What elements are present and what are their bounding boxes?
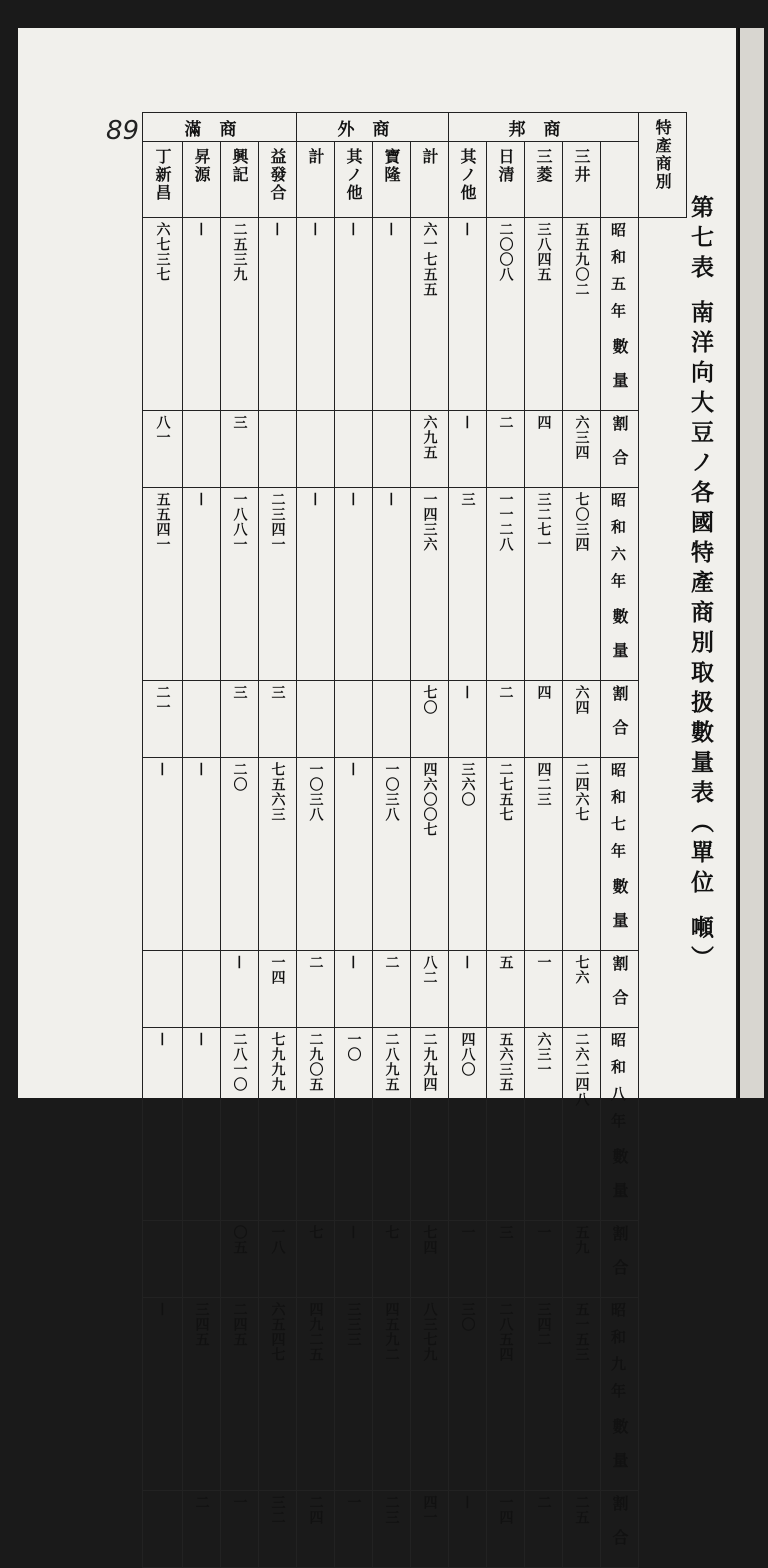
data-cell <box>297 758 335 951</box>
cell-value: 〇五 <box>231 1225 248 1255</box>
cell-value: 五 <box>497 955 514 970</box>
data-cell <box>297 411 335 488</box>
data-cell <box>525 1221 563 1298</box>
data-cell <box>373 758 411 951</box>
cell-value: 一 <box>535 1225 552 1240</box>
data-cell <box>183 1491 221 1568</box>
data-cell <box>143 951 183 1028</box>
cell-value: — <box>383 492 400 507</box>
data-cell <box>259 758 297 951</box>
company-name: 昇源 <box>192 148 211 184</box>
cell-value: — <box>459 955 476 970</box>
data-cell <box>335 681 373 758</box>
data-cell <box>183 1028 221 1221</box>
cell-value: 二三四一 <box>269 492 286 552</box>
cell-value: 二四六七 <box>573 762 590 822</box>
data-cell <box>487 488 525 681</box>
data-cell <box>297 1028 335 1221</box>
data-cell <box>335 1221 373 1298</box>
cell-value: — <box>383 222 400 237</box>
data-cell <box>449 1221 487 1298</box>
data-cell <box>221 1491 259 1568</box>
data-cell <box>259 218 297 411</box>
cell-value: — <box>345 1225 362 1240</box>
cell-value: 四一 <box>421 1495 438 1525</box>
data-cell <box>373 681 411 758</box>
row-label-cell <box>601 681 639 758</box>
data-cell <box>259 411 297 488</box>
data-cell <box>525 1491 563 1568</box>
metric-label: 割合 <box>610 415 630 483</box>
cell-value: 二五三九 <box>231 222 248 282</box>
data-cell <box>335 758 373 951</box>
data-cell <box>183 951 221 1028</box>
data-cell <box>411 1221 449 1298</box>
data-cell <box>221 758 259 951</box>
cell-value: — <box>193 762 210 777</box>
cell-value: — <box>193 492 210 507</box>
data-cell <box>259 951 297 1028</box>
cell-value: 四六〇〇七 <box>421 762 438 837</box>
data-cell <box>373 488 411 681</box>
company-name: 計 <box>306 148 325 166</box>
group-header: 滿商 <box>143 113 297 142</box>
metric-label: 割合 <box>610 955 630 1023</box>
data-cell <box>143 411 183 488</box>
cell-value: — <box>154 1032 171 1047</box>
data-cell <box>373 411 411 488</box>
data-cell <box>335 411 373 488</box>
cell-value: 二七五七 <box>497 762 514 822</box>
data-cell <box>183 1221 221 1298</box>
data-cell <box>183 1298 221 1491</box>
data-cell <box>183 758 221 951</box>
table-title: 第七表 南洋向大豆ノ各國特產商別取扱數量表（單位 噸） <box>687 195 714 976</box>
cell-value: 三 <box>231 415 248 430</box>
row-label-cell <box>601 1298 639 1491</box>
data-cell <box>259 1298 297 1491</box>
cell-value: 七〇三四 <box>573 492 590 552</box>
data-cell <box>143 681 183 758</box>
cell-value: — <box>193 1032 210 1047</box>
company-header <box>183 142 221 218</box>
cell-value: 六三四 <box>573 415 590 460</box>
year-label: 昭和八年 <box>609 1032 628 1140</box>
cell-value: 一〇三八 <box>307 762 324 822</box>
cell-value: — <box>307 492 324 507</box>
data-cell <box>487 1298 525 1491</box>
cell-value: 二 <box>307 955 324 970</box>
cell-value: 三六〇 <box>459 762 476 807</box>
cell-value: 四九二五 <box>307 1302 324 1362</box>
company-header <box>525 142 563 218</box>
cell-value: 二九九四 <box>421 1032 438 1092</box>
cell-value: 一四 <box>269 955 286 985</box>
metric-label: 數量 <box>610 1418 630 1486</box>
book-spine <box>738 28 764 1098</box>
cell-value: 四二三 <box>535 762 552 807</box>
cell-value: 七九九九 <box>269 1032 286 1092</box>
cell-value: — <box>231 955 248 970</box>
year-label: 昭和六年 <box>609 492 628 600</box>
cell-value: — <box>459 415 476 430</box>
group-header: 邦商 <box>449 113 639 142</box>
data-cell <box>525 951 563 1028</box>
cell-value: 三二七一 <box>535 492 552 552</box>
row-label-cell <box>601 951 639 1028</box>
data-cell <box>259 1221 297 1298</box>
data-cell <box>487 411 525 488</box>
cell-value: — <box>459 1495 476 1510</box>
row-label-cell <box>601 488 639 681</box>
data-cell <box>449 758 487 951</box>
cell-value: 二 <box>383 955 400 970</box>
cell-value: 一一二八 <box>497 492 514 552</box>
data-cell <box>143 1028 183 1221</box>
data-cell <box>449 681 487 758</box>
cell-value: 二 <box>535 1495 552 1510</box>
data-cell <box>143 1298 183 1491</box>
cell-value: — <box>307 222 324 237</box>
metric-label: 割合 <box>610 685 630 753</box>
data-cell <box>143 488 183 681</box>
data-cell <box>487 1221 525 1298</box>
data-cell <box>525 681 563 758</box>
data-cell <box>525 411 563 488</box>
cell-value: 五一五三 <box>573 1302 590 1362</box>
cell-value: 二八九五 <box>383 1032 400 1092</box>
cell-value: — <box>269 222 286 237</box>
company-header <box>143 142 183 218</box>
cell-value: 二 <box>193 1495 210 1510</box>
cell-value: 八三七九 <box>421 1302 438 1362</box>
data-cell <box>221 1298 259 1491</box>
data-cell <box>563 758 601 951</box>
data-cell <box>487 681 525 758</box>
company-header <box>221 142 259 218</box>
data-cell <box>449 1028 487 1221</box>
company-name: 丁新昌 <box>153 148 172 202</box>
data-cell <box>335 951 373 1028</box>
row-label-cell <box>601 758 639 951</box>
data-cell <box>449 1491 487 1568</box>
data-cell <box>449 218 487 411</box>
company-name: 興記 <box>230 148 249 184</box>
group-header: 外商 <box>297 113 449 142</box>
cell-value: — <box>345 762 362 777</box>
company-header <box>335 142 373 218</box>
data-cell <box>563 681 601 758</box>
data-cell <box>525 1028 563 1221</box>
data-cell <box>411 411 449 488</box>
cell-value: 二 <box>497 415 514 430</box>
cell-value: 三二 <box>269 1495 286 1525</box>
data-cell <box>411 681 449 758</box>
data-cell <box>143 1221 183 1298</box>
cell-value: 一〇三八 <box>383 762 400 822</box>
company-header <box>487 142 525 218</box>
data-cell <box>373 1298 411 1491</box>
data-cell <box>525 488 563 681</box>
cell-value: 六四 <box>573 685 590 715</box>
cell-value: 二〇 <box>231 762 248 792</box>
company-name: 其ノ他 <box>344 148 363 202</box>
data-cell <box>487 218 525 411</box>
row-label-cell <box>601 1028 639 1221</box>
data-cell <box>411 488 449 681</box>
cell-value: 四 <box>535 415 552 430</box>
cell-value: 三 <box>497 1225 514 1240</box>
cell-value: 七〇 <box>421 685 438 715</box>
metric-label: 割合 <box>610 1495 630 1563</box>
metric-label: 數量 <box>610 338 630 406</box>
data-cell <box>487 1491 525 1568</box>
cell-value: 二三 <box>383 1495 400 1525</box>
cell-value: 七四 <box>421 1225 438 1255</box>
data-cell <box>259 681 297 758</box>
row-label-cell <box>601 218 639 411</box>
year-label: 昭和九年 <box>609 1302 628 1410</box>
header-label: 特產商別 <box>653 119 673 191</box>
cell-value: 四五九二 <box>383 1302 400 1362</box>
data-cell <box>373 1491 411 1568</box>
cell-value: 一四三六 <box>421 492 438 552</box>
data-cell <box>487 951 525 1028</box>
data-cell <box>563 488 601 681</box>
data-cell <box>297 488 335 681</box>
cell-value: 六五四七 <box>269 1302 286 1362</box>
data-cell <box>221 218 259 411</box>
data-cell <box>259 1028 297 1221</box>
trade-volume-table <box>142 112 687 1568</box>
cell-value: 五九 <box>573 1225 590 1255</box>
data-cell <box>411 1028 449 1221</box>
data-cell <box>335 488 373 681</box>
cell-value: 六九五 <box>421 415 438 460</box>
data-cell <box>297 1298 335 1491</box>
company-name: 三井 <box>572 148 591 184</box>
cell-value: 二一 <box>154 685 171 715</box>
metric-label: 數量 <box>610 878 630 946</box>
cell-value: 二五 <box>573 1495 590 1525</box>
data-cell <box>525 1298 563 1491</box>
cell-value: — <box>459 685 476 700</box>
data-cell <box>335 1028 373 1221</box>
data-cell <box>563 411 601 488</box>
cell-value: 五五九〇二 <box>573 222 590 297</box>
cell-value: 七 <box>383 1225 400 1240</box>
data-cell <box>411 1491 449 1568</box>
cell-value: — <box>154 1302 171 1317</box>
data-cell <box>297 681 335 758</box>
cell-value: 二八一〇 <box>231 1032 248 1092</box>
cell-value: 三 <box>231 685 248 700</box>
company-name: 日清 <box>496 148 515 184</box>
data-cell <box>183 218 221 411</box>
data-cell <box>297 218 335 411</box>
cell-value: 四 <box>535 685 552 700</box>
cell-value: — <box>345 492 362 507</box>
data-cell <box>143 758 183 951</box>
cell-value: 二四 <box>307 1495 324 1525</box>
data-cell <box>411 951 449 1028</box>
cell-value: 七 <box>307 1225 324 1240</box>
row-label-cell <box>601 411 639 488</box>
data-cell <box>183 488 221 681</box>
cell-value: 四八〇 <box>459 1032 476 1077</box>
cell-value: 八二 <box>421 955 438 985</box>
cell-value: 七六 <box>573 955 590 985</box>
data-cell <box>449 1298 487 1491</box>
data-cell <box>183 681 221 758</box>
data-cell <box>259 488 297 681</box>
metric-label: 割合 <box>610 1225 630 1293</box>
cell-value: — <box>459 222 476 237</box>
cell-value: 三八四五 <box>535 222 552 282</box>
data-cell <box>487 1028 525 1221</box>
data-cell <box>297 1491 335 1568</box>
cell-value: 六一七五五 <box>421 222 438 297</box>
data-cell <box>373 951 411 1028</box>
data-cell <box>373 218 411 411</box>
company-header <box>259 142 297 218</box>
data-cell <box>143 218 183 411</box>
cell-value: 三三三 <box>345 1302 362 1347</box>
cell-value: 一〇 <box>345 1032 362 1062</box>
cell-value: 三四五 <box>193 1302 210 1347</box>
data-cell <box>563 218 601 411</box>
data-cell <box>373 1028 411 1221</box>
data-cell <box>221 1028 259 1221</box>
metric-label: 數量 <box>610 608 630 676</box>
cell-value: 一八 <box>269 1225 286 1255</box>
cell-value: 二〇〇八 <box>497 222 514 282</box>
company-name: 三菱 <box>534 148 553 184</box>
row-label-cell <box>601 1491 639 1568</box>
data-cell <box>563 1491 601 1568</box>
data-cell <box>525 758 563 951</box>
cell-value: 一 <box>535 955 552 970</box>
cell-value: — <box>193 222 210 237</box>
cell-value: — <box>345 222 362 237</box>
data-cell <box>449 488 487 681</box>
cell-value: 一 <box>231 1495 248 1510</box>
page-number: 89 <box>106 116 140 146</box>
cell-value: 二九〇五 <box>307 1032 324 1092</box>
cell-value: 二六二四八 <box>573 1032 590 1107</box>
data-cell <box>335 1491 373 1568</box>
metric-label: 數量 <box>610 1148 630 1216</box>
data-cell <box>221 488 259 681</box>
cell-value: 一 <box>345 1495 362 1510</box>
cell-value: 二八五四 <box>497 1302 514 1362</box>
year-label: 昭和五年 <box>609 222 628 330</box>
cell-value: 二 <box>497 685 514 700</box>
data-cell <box>143 1491 183 1568</box>
data-cell <box>563 951 601 1028</box>
data-cell <box>297 1221 335 1298</box>
data-cell <box>563 1028 601 1221</box>
cell-value: 六七三七 <box>154 222 171 282</box>
data-cell <box>563 1298 601 1491</box>
data-cell <box>335 1298 373 1491</box>
company-header <box>297 142 335 218</box>
cell-value: 二四五 <box>231 1302 248 1347</box>
data-cell <box>487 758 525 951</box>
company-header <box>563 142 601 218</box>
cell-value: 七五六三 <box>269 762 286 822</box>
data-cell <box>335 218 373 411</box>
company-name: 計 <box>420 148 439 166</box>
data-cell <box>411 758 449 951</box>
data-cell <box>449 411 487 488</box>
cell-value: 一 <box>459 1225 476 1240</box>
data-cell <box>183 411 221 488</box>
cell-value: 五六三五 <box>497 1032 514 1092</box>
cell-value: 一八八一 <box>231 492 248 552</box>
cell-value: 五五四一 <box>154 492 171 552</box>
row-label-cell <box>601 1221 639 1298</box>
company-header <box>373 142 411 218</box>
company-name: 其ノ他 <box>458 148 477 202</box>
company-header <box>411 142 449 218</box>
cell-value: 三 <box>269 685 286 700</box>
cell-value: 八一 <box>154 415 171 445</box>
header-cell <box>639 113 687 218</box>
data-cell <box>411 218 449 411</box>
cell-value: — <box>345 955 362 970</box>
data-cell <box>411 1298 449 1491</box>
data-cell <box>563 1221 601 1298</box>
company-header <box>449 142 487 218</box>
cell-value: 三四二 <box>535 1302 552 1347</box>
cell-value: 一四 <box>497 1495 514 1525</box>
data-cell <box>221 951 259 1028</box>
company-name: 益發合 <box>268 148 287 202</box>
data-cell <box>221 1221 259 1298</box>
data-cell <box>221 681 259 758</box>
data-cell <box>297 951 335 1028</box>
cell-value: 三 <box>459 492 476 507</box>
data-cell <box>449 951 487 1028</box>
year-label: 昭和七年 <box>609 762 628 870</box>
data-cell <box>221 411 259 488</box>
data-cell <box>525 218 563 411</box>
cell-value: — <box>154 762 171 777</box>
cell-value: 三〇 <box>459 1302 476 1332</box>
company-name: 寶隆 <box>382 148 401 184</box>
data-cell <box>259 1491 297 1568</box>
cell-value: 六三一 <box>535 1032 552 1077</box>
data-cell <box>373 1221 411 1298</box>
